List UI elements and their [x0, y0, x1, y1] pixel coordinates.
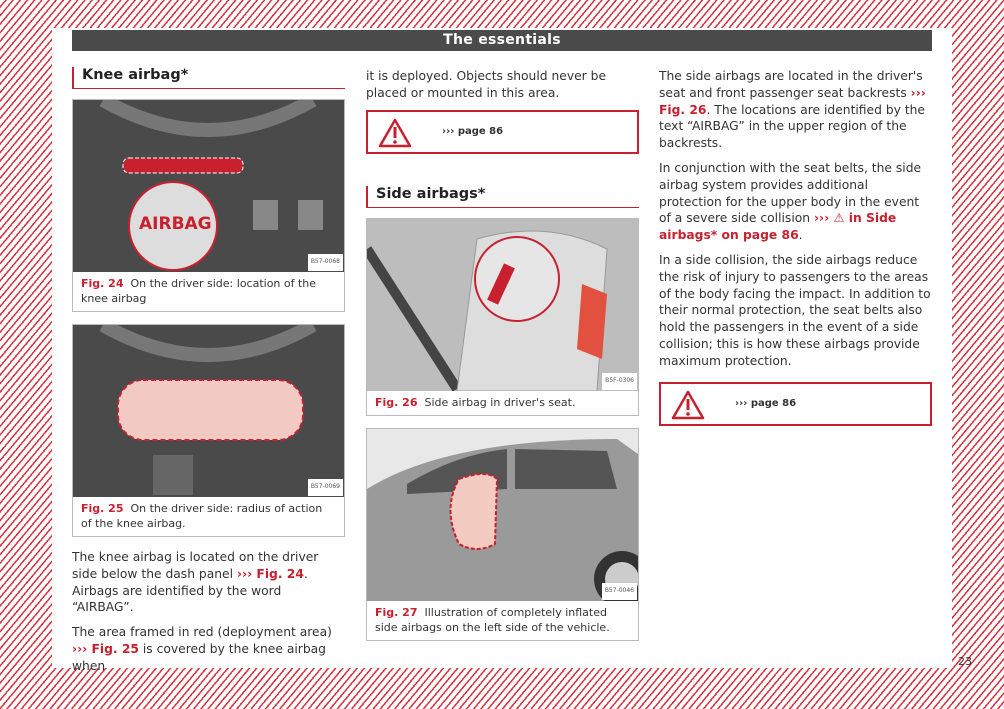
warning-triangle-icon: [378, 118, 412, 148]
page-header: The essentials: [72, 30, 932, 51]
figure-caption: [73, 272, 344, 311]
warning-box: [659, 382, 932, 426]
page-number: 23: [958, 655, 972, 668]
page-link[interactable]: ››› page 86: [735, 397, 797, 409]
paragraph: [72, 549, 345, 616]
text: . The locations are identified by the text “AIRBAG” in the upper region of the backrests.: [659, 102, 926, 151]
warning-link[interactable]: ››› ⚠ in Side airbags* on page 86: [659, 211, 897, 243]
figure-caption: [367, 391, 638, 415]
figure-27: [366, 428, 639, 641]
figure-label: Fig. 27: [375, 605, 418, 619]
knee-airbag-radius-image: [73, 325, 344, 497]
section-heading-side-airbags: Side airbags*: [366, 186, 639, 208]
caption-text: Side airbag in driver's seat.: [424, 395, 576, 409]
column-2: [366, 68, 639, 653]
figure-link[interactable]: ››› Fig. 24: [236, 566, 304, 581]
side-airbag-seat-image: [367, 219, 638, 391]
text: The knee airbag is located on the driver side below the dash panel: [72, 550, 319, 581]
caption-text: On the driver side: radius of action of the knee airbag.: [81, 502, 323, 530]
text: The side airbags are located in the driver's seat and front passenger seat backrests: [659, 69, 923, 100]
image-code: B57-0046: [602, 583, 637, 600]
warning-box: [366, 110, 639, 154]
figure-26: [366, 218, 639, 416]
dashboard-deployment-illustration: [73, 325, 344, 497]
section-heading-knee-airbag: Knee airbag*: [72, 67, 345, 89]
paragraph: [659, 68, 932, 152]
figure-label: Fig. 26: [375, 395, 418, 409]
dashboard-illustration: [73, 100, 344, 272]
text: is covered by the knee airbag when: [72, 641, 326, 673]
figure-caption: [367, 601, 638, 640]
paragraph: [72, 624, 345, 674]
caption-text: Illustration of completely inflated side airbags on the left side of the vehicle.: [375, 605, 610, 634]
paragraph: In a side collision, the side airbags reduce the risk of injury to passengers to the areas of the body facing the impact. In addition to their normal protection, the seat belts also hold the passengers in the event of a side collision; this is how these airbags provide maximum protection.: [659, 252, 931, 368]
warning-triangle-icon: [671, 390, 705, 420]
figure-24: [72, 99, 345, 312]
figure-caption: [73, 497, 344, 536]
image-code: B5F-0306: [602, 373, 637, 390]
image-code: B57-0069: [308, 479, 343, 496]
figure-link[interactable]: ››› Fig. 26: [659, 85, 926, 117]
figure-label: Fig. 25: [81, 502, 124, 515]
caption-text: On the driver side: location of the knee airbag: [81, 277, 317, 305]
text: .: [798, 228, 803, 243]
vehicle-side-airbags-image: [367, 429, 638, 601]
page-link[interactable]: ››› page 86: [442, 125, 504, 137]
text: In conjunction with the seat belts, the side airbag system provides additional protection for the upper body in the event of a severe side collision: [659, 160, 922, 226]
image-code: B57-0068: [308, 254, 343, 271]
text: The area framed in red (deployment area): [72, 625, 332, 640]
text: . Airbags are identified by the word “AIRBAG”.: [72, 566, 308, 615]
vehicle-illustration: [367, 429, 638, 601]
knee-airbag-location-image: [73, 100, 344, 272]
column-1: [72, 67, 345, 683]
airbag-label-image-text: AIRBAG: [139, 214, 212, 234]
figure-link[interactable]: ››› Fig. 25: [72, 641, 139, 656]
column-3: [659, 68, 932, 434]
paragraph: it is deployed. Objects should never be placed or mounted in this area.: [366, 69, 607, 100]
figure-label: Fig. 24: [81, 277, 124, 290]
seat-illustration: [367, 219, 638, 391]
figure-25: [72, 324, 345, 537]
paragraph: [659, 160, 932, 244]
